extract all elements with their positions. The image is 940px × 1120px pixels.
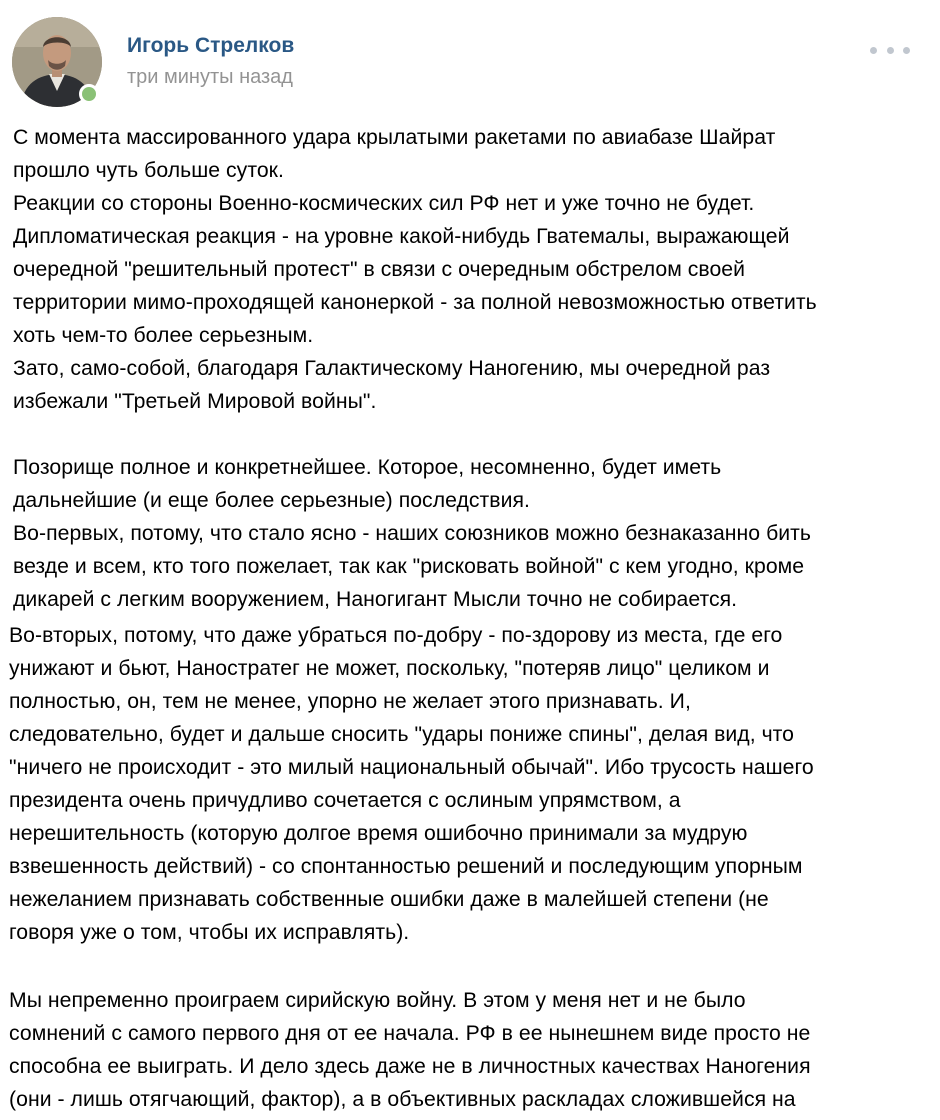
post-text-line: хоть чем-то более серьезным. [13,324,314,347]
post-text-line: следовательно, будет и дальше сносить "удары пониже спины", делая вид, что [9,723,795,746]
author-name[interactable]: Игорь Стрелков [127,34,295,57]
more-horizontal-icon[interactable] [870,38,910,62]
post-text-line: Мы непременно проиграем сирийскую войну. В этом у меня нет и не было [9,989,746,1012]
post-text-line: способна ее выиграть. И дело здесь даже не в личностных качествах Наногения [9,1055,811,1078]
post-text-line: Дипломатическая реакция - на уровне какой-нибудь Гватемалы, выражающей [13,225,790,248]
post-text-line: нерешительность (которую долгое время ошибочно принимали за мудрую [9,822,748,845]
post-text-line: Зато, само-собой, благодаря Галактическому Наногению, мы очередной раз [13,357,771,380]
post-text-line: территории мимо-проходящей канонеркой - за полной невозможностью ответить [13,291,817,314]
post-text-line: дальнейшие (и еще более серьезные) последствия. [13,489,530,512]
post-text-line: (они - лишь отягчающий, фактор), а в объективных раскладах сложившейся на [9,1088,796,1111]
post-text-line: Позорище полное и конкретнейшее. Которое, несомненно, будет иметь [13,456,722,479]
post-text-line: сомнений с самого первого дня от ее начала. РФ в ее нынешнем виде просто не [9,1022,811,1045]
post-text-line: нежеланием признавать собственные ошибки даже в малейшей степени (не [9,888,769,911]
post-header [0,0,940,110]
post-text-line: избежали "Третьей Мировой войны". [13,390,377,413]
post-text-line: Во-вторых, потому, что даже убраться по-добру - по-здорову из места, где его [9,624,783,647]
post-text-line: дикарей с легким вооружением, Наногигант Мысли точно не собирается. [13,588,738,611]
post-text-line: прошло чуть больше суток. [13,159,284,182]
post-text-line: "ничего не происходит - это милый национальный обычай". Ибо трусость нашего [9,756,814,779]
more-dot [903,47,910,54]
more-dot [887,47,894,54]
post-text-line: везде и всем, кто того пожелает, так как "рисковать войной" с кем угодно, кроме [13,555,805,578]
post-text-line: Реакции со стороны Военно-космических сил РФ нет и уже точно не будет. [13,192,755,215]
post-text-line: Во-первых, потому, что стало ясно - наших союзников можно безнаказанно бить [13,522,811,545]
post-text-line: унижают и бьют, Наностратег не может, поскольку, "потеряв лицо" целиком и [9,657,770,680]
post-text-line: очередной "решительный протест" в связи с очередным обстрелом своей [13,258,746,281]
more-dot [870,47,877,54]
post-text-line: говоря уже о том, чтобы их исправлять). [9,921,410,944]
post-time[interactable]: три минуты назад [127,66,293,88]
online-status-icon [79,84,99,104]
post-text-line: взвешенность действий) - со спонтанностью решений и последующим упорным [9,855,803,878]
post-text-line: С момента массированного удара крылатыми ракетами по авиабазе Шайрат [13,126,776,149]
post-text-line: президента очень причудливо сочетается с ослиным упрямством, а [9,789,681,812]
post-text-line: полностью, он, тем не менее, упорно не желает этого признавать. И, [9,690,691,713]
